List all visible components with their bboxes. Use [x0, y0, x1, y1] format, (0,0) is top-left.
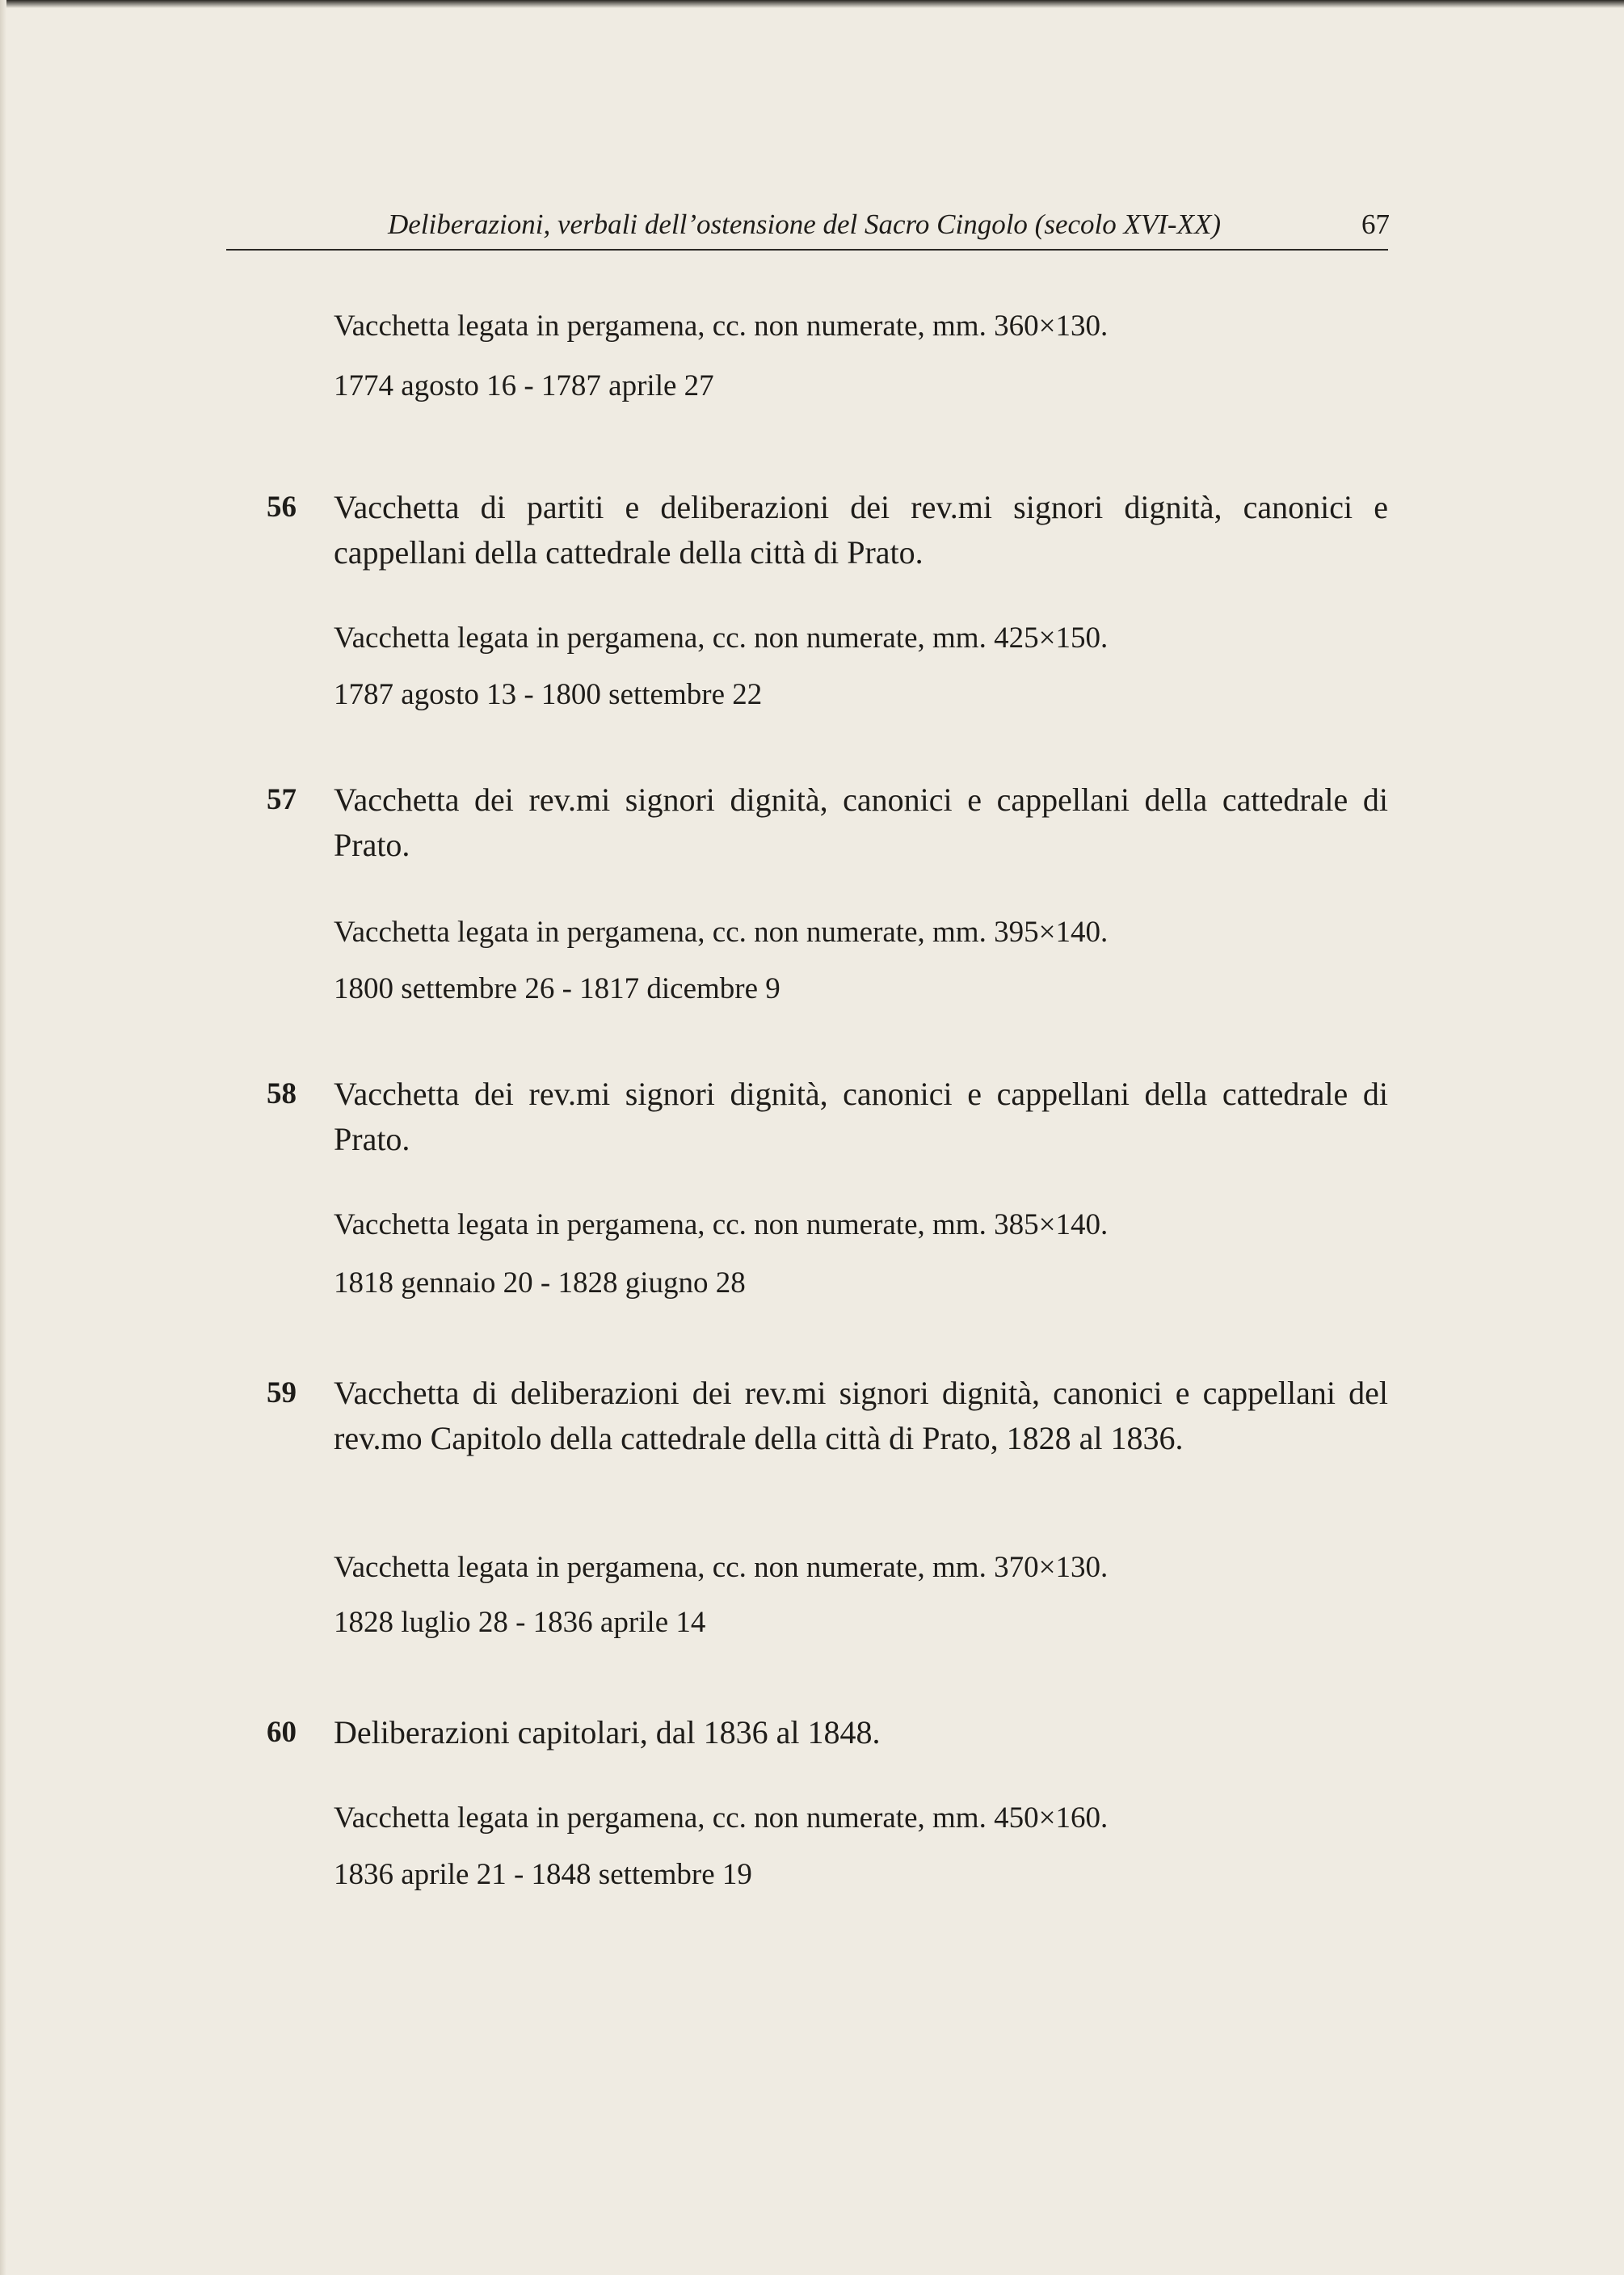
page-gutter-shadow — [0, 0, 6, 2275]
running-head — [226, 209, 1390, 251]
entry-dates: 1800 settembre 26 - 1817 dicembre 9 — [334, 972, 780, 1005]
entry-number: 57 — [267, 783, 297, 816]
entry-dates: 1828 luglio 28 - 1836 aprile 14 — [334, 1606, 706, 1639]
entry-physical: Vacchetta legata in pergamena, cc. non numerate, mm. 425×150. — [334, 621, 1109, 655]
running-title: Deliberazioni, verbali dell’ostensione del Sacro Cingolo (secolo XVI-XX) — [388, 209, 1221, 240]
entry-description: Vacchetta di deliberazioni dei rev.mi signori dignità, canonici e cappellani del rev.mo Capitolo della cattedrale della città di Prato, 1828 al 1836. — [334, 1375, 1388, 1456]
entry-number: 56 — [267, 491, 297, 524]
entry-description: Deliberazioni capitolari, dal 1836 al 1848. — [334, 1714, 881, 1750]
entry-description: Vacchetta di partiti e deliberazioni dei rev.mi signori dignità, canonici e cappellani della cattedrale della città di Prato. — [334, 489, 1388, 571]
entry-number: 58 — [267, 1077, 297, 1110]
carryover-physical: Vacchetta legata in pergamena, cc. non numerate, mm. 360×130. — [334, 310, 1109, 343]
entry-dates: 1836 aprile 21 - 1848 settembre 19 — [334, 1858, 752, 1891]
entry-description: Vacchetta dei rev.mi signori dignità, canonici e cappellani della cattedrale di Prato. — [334, 782, 1388, 863]
page-top-edge — [0, 0, 1624, 8]
entry-physical: Vacchetta legata in pergamena, cc. non numerate, mm. 385×140. — [334, 1208, 1109, 1241]
page-number: 67 — [1361, 209, 1390, 240]
header-rule — [226, 249, 1388, 251]
entry-physical: Vacchetta legata in pergamena, cc. non numerate, mm. 395×140. — [334, 916, 1109, 949]
entry-dates: 1818 gennaio 20 - 1828 giugno 28 — [334, 1266, 746, 1300]
entry-number: 60 — [267, 1716, 297, 1749]
entry-description: Vacchetta dei rev.mi signori dignità, canonici e cappellani della cattedrale di Prato. — [334, 1076, 1388, 1157]
entry-number: 59 — [267, 1376, 297, 1409]
entry-dates: 1787 agosto 13 - 1800 settembre 22 — [334, 678, 763, 711]
entry-physical: Vacchetta legata in pergamena, cc. non numerate, mm. 450×160. — [334, 1801, 1109, 1835]
carryover-dates: 1774 agosto 16 - 1787 aprile 27 — [334, 369, 714, 402]
entry-physical: Vacchetta legata in pergamena, cc. non numerate, mm. 370×130. — [334, 1551, 1109, 1584]
